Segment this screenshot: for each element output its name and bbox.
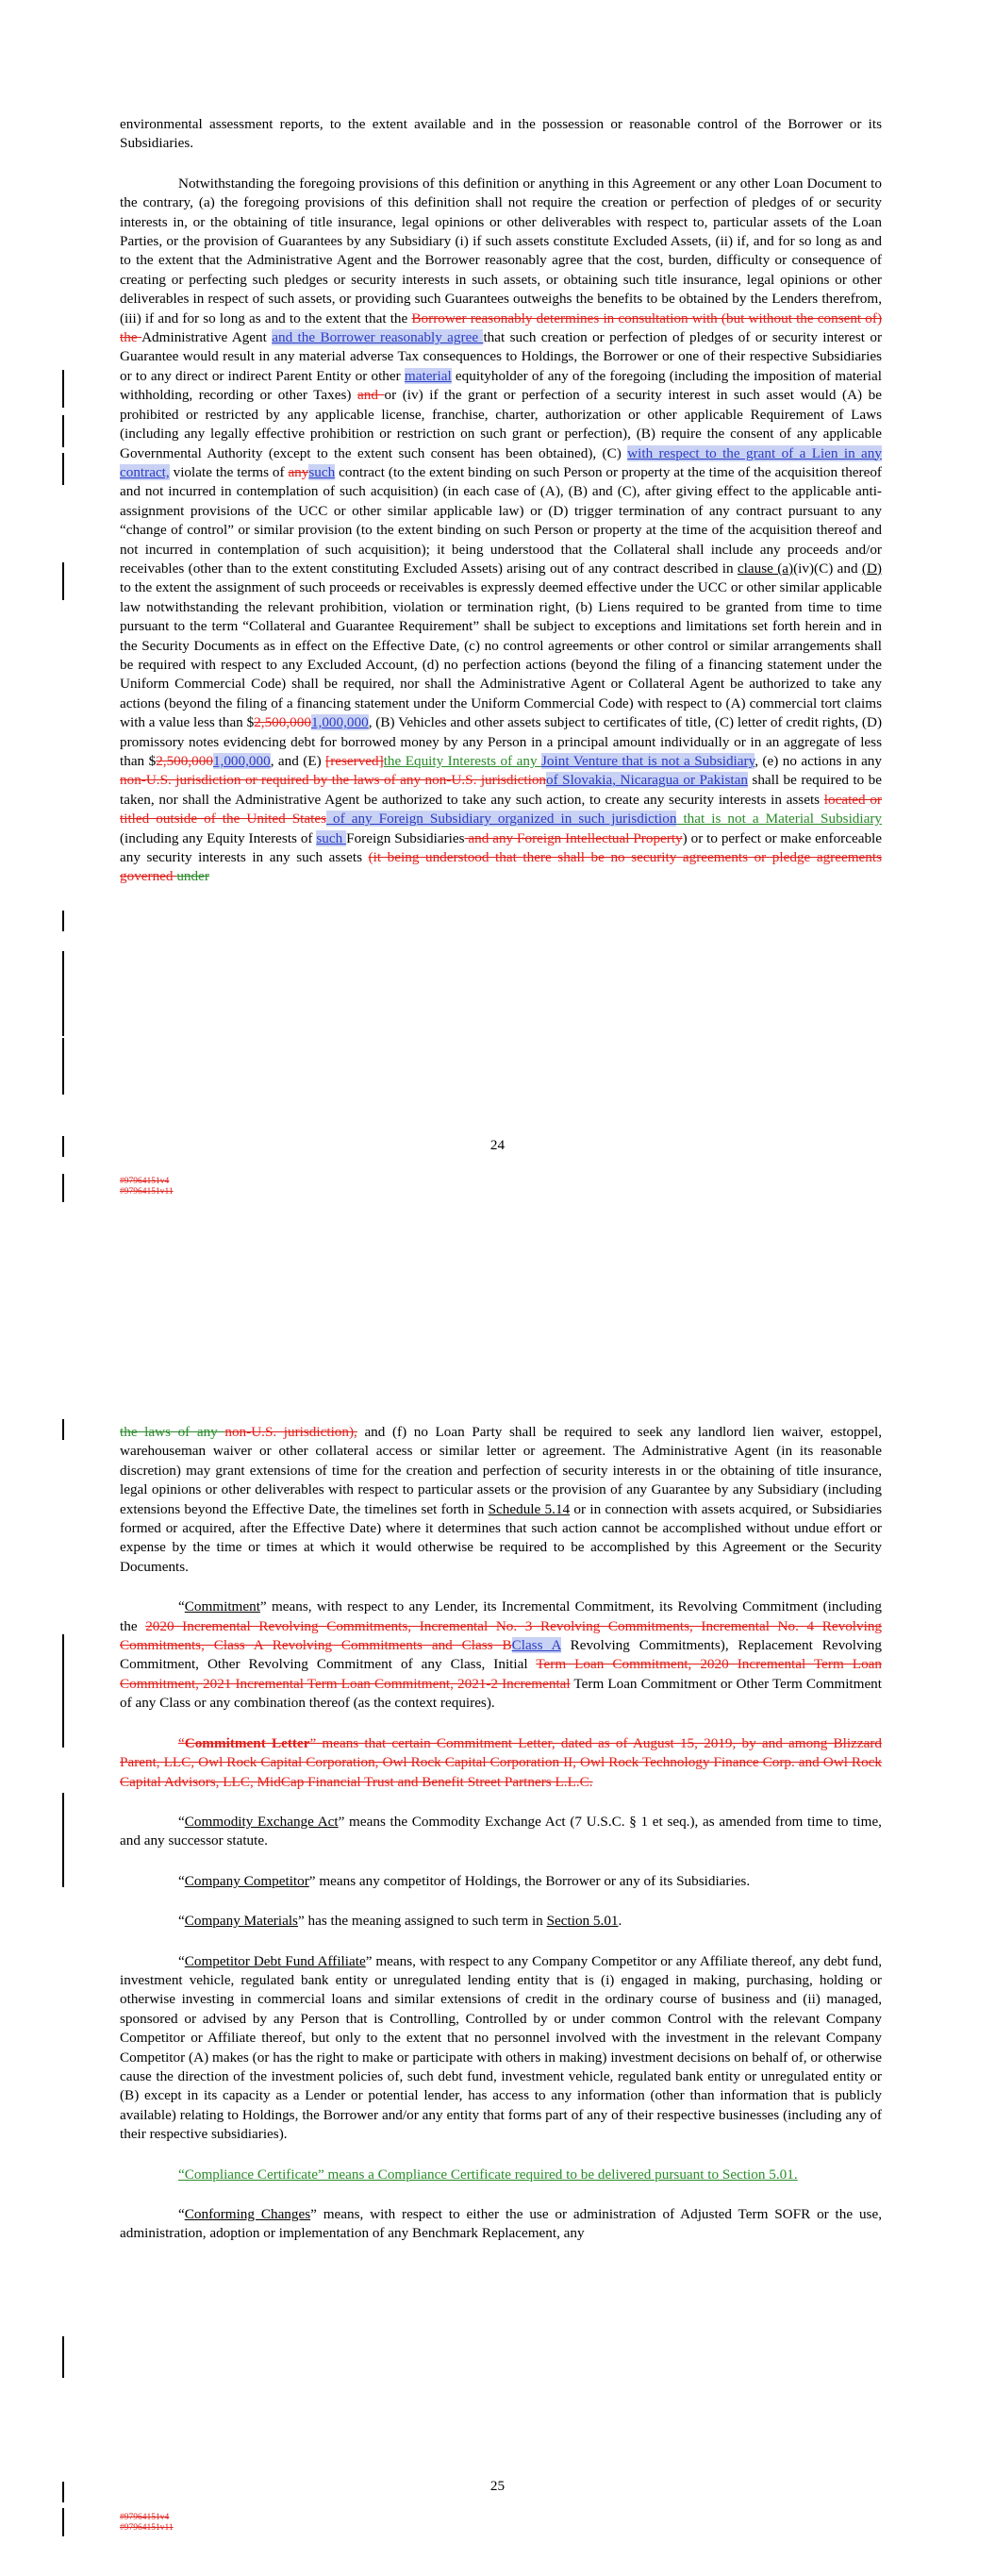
deleted-text: and xyxy=(357,387,385,404)
deleted-text: and any Foreign Intellectual Property xyxy=(464,829,683,846)
text-run: (including any Equity Interests of xyxy=(120,829,317,846)
text-run: Foreign Subsidiaries xyxy=(346,829,465,846)
definition-conforming-changes xyxy=(120,2205,882,2244)
text-run: or (iv) if the grant or perfection of a security interest in such asset would (A) be prohibited or restricted by any applicable license, franchise, charter, authorization or other applicable Requirement of Laws (including any legally effective prohibition or restriction on such grant or perfection), (B) require the consent of any applicable Governmental Authority (except to the extent such consent has been obtained), (C) xyxy=(120,387,882,461)
text-run: equityholder of any of the foregoing (including the imposition of material withholding, recording or other Taxes) xyxy=(120,367,882,404)
doc-id-new: #97964151v11 xyxy=(120,2523,174,2533)
defined-term: Conforming Changes xyxy=(184,2206,311,2222)
text-run: contract (to the extent binding on such Person or property at the time of the acquisition thereof and not incurred in contemplation of such acquisition) (in each case of (A), (B) and (C), after giving effect to the applicable anti-assignment provisions of the UCC or other similar applicable law) or (D) trigger termination of any contract pursuant to any “change of control” or similar provision (to the extent binding on such Person or property at the time of the acquisition thereof and not incurred in contemplation of such acquisition); it being understood that the Collateral shall include any proceeds and/or receivables (other than to the extent constituting Excluded Assets) arising out of any contract described in xyxy=(120,463,882,577)
defined-term: Company Competitor xyxy=(184,1872,309,1889)
change-bar xyxy=(62,1793,64,1887)
text-run: Term Loan Commitment or Other Term Commitment of any Class or any combination thereof (as the context requires). xyxy=(120,1675,882,1712)
change-bar xyxy=(62,562,64,600)
text-run: or in connection with assets acquired, or Subsidiaries formed or acquired, after the Effective Date) where it determines that such action cannot be accomplished without undue effort or expense by the time or times at which it would otherwise be required to be accomplished by this Agreement or the Security Documents. xyxy=(120,1500,882,1575)
moved-text: under xyxy=(176,868,209,885)
change-bar xyxy=(62,370,64,408)
text-run: Administrative Agent xyxy=(141,329,273,346)
text-run: “ xyxy=(178,2206,185,2222)
deleted-text: Commitment Letter xyxy=(184,1734,310,1751)
text-run: “ xyxy=(178,1598,185,1615)
inserted-text: such xyxy=(316,829,347,846)
doc-id-old: #97964151v4 xyxy=(120,1177,170,1186)
text-run: violate the terms of xyxy=(169,463,289,480)
paragraph-notwithstanding xyxy=(120,175,882,887)
text-run: ” means, with respect to any Lender, its Incremental Commitment, its Revolving Commitment (including the xyxy=(120,1598,882,1634)
definition-company-competitor xyxy=(120,1872,882,1891)
change-bar xyxy=(62,911,64,931)
deleted-text: [reserved] xyxy=(325,753,384,769)
inserted-text: “Compliance Certificate” means a Compliance Certificate required to be delivered pursuant to Section 5.01. xyxy=(178,2166,798,2183)
deleted-text: 2020 Incremental Revolving Commitments, Incremental No. 3 Revolving Commitments, Incremental No. 4 Revolving Commitments, Class A Revolving Commitments and Class B xyxy=(120,1617,883,1654)
deleted-text: ” means that certain Commitment Letter, dated as of August 15, 2019, by and among Blizzard Parent, LLC, Owl Rock Capital Corporation, Owl Rock Capital Corporation II, Owl Rock Technology Finance Corp. and Owl Rock Capital Advisors, LLC, MidCap Financial Trust and Benefit Street Partners L.L.C. xyxy=(120,1734,882,1790)
definition-compliance-certificate xyxy=(120,2166,882,2184)
document-page-25 xyxy=(0,1312,995,2576)
inserted-text: Joint Venture that is not a Subsidiary xyxy=(541,753,755,769)
text-run: “ xyxy=(178,1913,185,1930)
text-run: ) or to perfect or make enforceable any security interests in any such assets xyxy=(120,829,882,866)
page-24-body xyxy=(120,115,882,887)
text-run: ” means the Commodity Exchange Act (7 U.S.C. § 1 et seq.), as amended from time to time, and any successor statute. xyxy=(120,1813,882,1849)
text-run: ” has the meaning assigned to such term in xyxy=(297,1913,547,1930)
inserted-text: that is not a Material Subsidiary xyxy=(676,811,883,828)
definition-commodity-exchange-act xyxy=(120,1813,882,1851)
inserted-text: 1,000,000 xyxy=(310,714,369,731)
text-run: , and (E) xyxy=(270,753,326,769)
inserted-text: the Equity Interests of any xyxy=(383,753,541,769)
change-bar xyxy=(62,1038,64,1095)
text-run: “ xyxy=(178,1813,185,1830)
text-run: , (B) Vehicles and other assets subject to certificates of title, (C) letter of credit rights, (D) promissory notes evidencing debt for borrowed money by any Person in a principal amount individually or in an aggregate of less than $ xyxy=(120,714,883,769)
deleted-text: non-U.S. jurisdiction), xyxy=(224,1424,357,1440)
change-bar xyxy=(62,1174,64,1202)
deleted-text: “ xyxy=(178,1734,185,1751)
defined-term: Company Materials xyxy=(184,1913,298,1930)
deleted-text: non-U.S. jurisdiction or required by the laws of any non-U.S. jurisdiction xyxy=(120,772,547,789)
change-bar xyxy=(62,453,64,485)
definition-commitment xyxy=(120,1597,882,1713)
text-run: “ xyxy=(178,1952,185,1969)
text-run: ” means any competitor of Holdings, the Borrower or any of its Subsidiaries. xyxy=(308,1872,751,1889)
text-run: to the extent the assignment of such proceeds or receivables is expressly deemed effective under the UCC or other similar applicable law notwithstanding the relevant prohibition, violation or termination right, (b) Liens required to be granted from time to time pursuant to the term “Collateral and Guarantee Requirement” shall be subject to exceptions and limitations set forth herein and in the Security Documents as in effect on the Effective Date, (c) no control agreements or other control or similar arrangements shall be required with respect to any Excluded Account, (d) no perfection actions (beyond the filing of a financing statement under the Uniform Commercial Code) shall be required, nor shall the Administrative Agent or Collateral Agent be authorized to take any actions (beyond the filing of a financing statement under the Uniform Commercial Code) with respect to (A) commercial tort claims with a value less than $ xyxy=(120,579,882,731)
inserted-text: 1,000,000 xyxy=(212,753,271,769)
text-run: ” means, with respect to any Company Competitor or any Affiliate thereof, any debt fund, investment vehicle, regulated bank entity or unregulated lending entity that is (i) engaged in making, purchasing, holding or otherwise investing in commercial loans and similar extensions of credit in the ordinary course of business and (ii) managed, sponsored or advised by any Person that is Controlling, Controlled by or under common Control with the relevant Company Competitor or Affiliate thereof, but only to the extent that no personnel involved with the investment in the relevant Company Competitor (A) makes (or has the right to make or participate with others in making) investment decisions on behalf of, or otherwise cause the direction of the investment policies of, such debt fund, investment vehicle, regulated bank entity or unregulated entity or (B) except in its capacity as a Lender or potential lender, has access to any information (other than information that is publicly available) relating to Holdings, the Borrower and/or any entity that forms part of any of their respective businesses (including any of their respective subsidiaries). xyxy=(120,1952,882,2143)
text-run: shall be required to be taken, nor shall the Administrative Agent be authorized to take any such action, to create any security interests in assets xyxy=(120,772,882,808)
text-run: and (f) no Loan Party shall be required to seek any landlord lien waiver, estoppel, warehouseman waiver or other collateral access or similar letter or agreement. The Administrative Agent (in its reasonable discretion) may grant extensions of time for the creation and perfection of security interests in or the obtaining of title insurance, legal opinions or other deliverables with respect to particular assets or the provision of any Guarantee by any Subsidiary (including extensions beyond the Effective Date, the timelines set forth in xyxy=(120,1424,882,1517)
paragraph-environmental: environmental assessment reports, to the extent available and in the possession or reasonable control of the Borrower or its Subsidiaries. xyxy=(120,116,882,152)
text-run: Revolving Commitments), Replacement Revolving Commitment, Other Revolving Commitment of any Class, Initial xyxy=(120,1637,882,1673)
text-run: , (e) no actions in any xyxy=(755,753,882,769)
inserted-text: of any Foreign Subsidiary organized in such jurisdiction xyxy=(326,811,677,828)
text-run: that such creation or perfection of pledges of or security interest or Guarantee would result in any material adverse Tax consequences to Holdings, the Borrower or one of their respective Subsidiaries or to any direct or indirect Parent Entity or other xyxy=(120,329,883,384)
defined-term: Commodity Exchange Act xyxy=(184,1813,339,1830)
deleted-text: Term Loan Commitment, 2020 Incremental Term Loan Commitment, 2021 Incremental Term Loan Commitment, 2021-2 Incremental xyxy=(120,1656,882,1692)
deleted-text: any xyxy=(288,463,309,480)
change-bar xyxy=(62,2508,64,2536)
change-bar xyxy=(62,951,64,1036)
deleted-text: 2,500,000 xyxy=(156,753,213,769)
paragraph-continued xyxy=(120,1423,882,1577)
defined-term: Section 5.01 xyxy=(546,1913,619,1930)
deleted-text: (it being understood that there shall be no security agreements or pledge agreements governed xyxy=(120,849,882,885)
inserted-text: with respect to the grant of a Lien in any contract, xyxy=(120,444,882,480)
change-bar xyxy=(62,1634,64,1748)
change-bar xyxy=(62,1419,64,1440)
text-run: “ xyxy=(178,1872,185,1889)
page-number: 25 xyxy=(489,2478,506,2494)
inserted-text: and the Borrower reasonably agree xyxy=(272,329,484,346)
definition-competitor-debt-fund-affiliate xyxy=(120,1952,882,2145)
inserted-text: Class A xyxy=(511,1637,561,1654)
deleted-text: located or titled outside of the United States xyxy=(120,791,882,828)
doc-id-new: #97964151v11 xyxy=(120,1187,174,1196)
definition-commitment-letter xyxy=(120,1734,882,1792)
change-bar xyxy=(62,415,64,447)
inserted-text: material xyxy=(404,367,452,384)
deleted-text: 2,500,000 xyxy=(254,714,311,731)
defined-term: Schedule 5.14 xyxy=(488,1500,571,1517)
defined-term: Competitor Debt Fund Affiliate xyxy=(184,1952,366,1969)
text-run: . xyxy=(618,1913,622,1930)
definition-company-materials xyxy=(120,1912,882,1931)
defined-term: clause (a) xyxy=(737,560,794,577)
doc-id-old: #97964151v4 xyxy=(120,2513,170,2522)
page-number: 24 xyxy=(489,1137,506,1153)
moved-text: the laws of any xyxy=(120,1424,225,1440)
text-run: ” means, with respect to either the use or administration of Adjusted Term SOFR or the use, administration, adoption or implementation of any Benchmark Replacement, any xyxy=(120,2206,882,2242)
text-run: (iv)(C) and xyxy=(793,560,862,577)
page-25-body xyxy=(120,1423,882,2244)
deleted-text: Borrower reasonably determines in consultation with (but without the consent of) the xyxy=(120,309,883,346)
inserted-text: of Slovakia, Nicaragua or Pakistan xyxy=(546,772,748,789)
defined-term: Commitment xyxy=(184,1598,260,1615)
change-bar xyxy=(62,2336,64,2378)
inserted-text: such xyxy=(308,463,336,480)
text-run: Notwithstanding the foregoing provisions of this definition or anything in this Agreement or any other Loan Document to the contrary, (a) the foregoing provisions of this definition shall not require the creation or perfection of pledges of or security interests in, or the obtaining of title insurance, legal opinions or other deliverables with respect to, particular assets of the Loan Parties, or the provision of Guarantees by any Subsidiary (i) if such assets constitute Excluded Assets, (ii) if, and for so long as and to the extent that the Administrative Agent and the Borrower reasonably agree that the cost, burden, difficulty or consequence of creating or perfecting such pledges or security interests in such assets, or obtaining such title insurance, legal opinions or other deliverables in respect of such assets, or providing such Guarantees outweighs the benefits to be obtained by the Lenders therefrom, (iii) if and for so long as and to the extent that the xyxy=(120,175,882,326)
defined-term: (D) xyxy=(861,560,882,577)
